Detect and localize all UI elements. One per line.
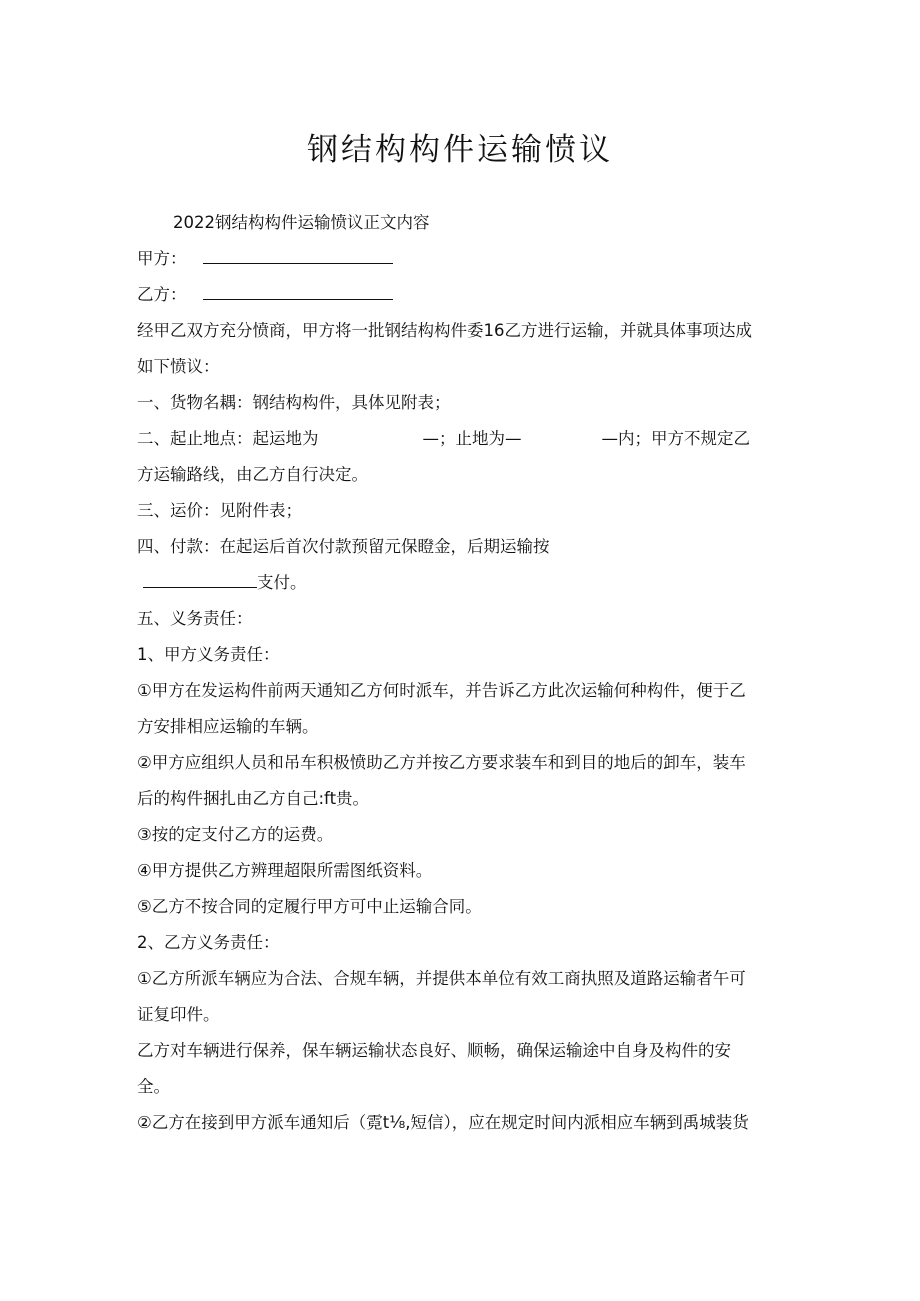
party-a-row xyxy=(137,248,393,270)
party-b-blank xyxy=(203,285,393,300)
item-2-part-b: —；止地为— xyxy=(422,429,522,448)
a5: ⑤乙方不按合同的定履行甲方可中止运输合同。 xyxy=(137,897,482,916)
document-title: 钢结构构件运输愤议 xyxy=(307,132,613,168)
item-2-line-2: 方运输路线，由乙方自行决定。 xyxy=(137,465,368,484)
intro-line-2: 如下愤议： xyxy=(137,357,220,376)
a4: ④甲方提供乙方辨理超限所需图纸资料。 xyxy=(137,861,433,880)
a3: ③按的定支付乙方的运费。 xyxy=(137,825,334,844)
party-a-label: 甲方： xyxy=(137,249,187,268)
b1b-line-2: 全。 xyxy=(137,1077,170,1096)
item-4-line-2: 支付。 xyxy=(257,573,307,592)
section-1-heading: 1、甲方义务责任： xyxy=(137,645,280,664)
item-4-line-1: 四、付款：在起运后首次付款预留元保瞪金，后期运输按 xyxy=(137,537,550,556)
section-2-heading: 2、乙方义务责任： xyxy=(137,933,280,952)
a2-line-1: ②甲方应组织人员和吊车积极愤助乙方并按乙方要求装车和到目的地后的卸车，装车 xyxy=(137,753,746,772)
b1b-line-1: 乙方对车辆进行保养，保车辆运输状态良好、顺畅，确保运输途中自身及构件的安 xyxy=(137,1041,731,1060)
party-a-blank xyxy=(203,249,393,264)
item-2-row xyxy=(137,428,750,450)
item-4-line-2-row xyxy=(143,572,307,594)
item-5: 五、义务责任： xyxy=(137,609,253,628)
b1-line-2: 证复印件。 xyxy=(137,1005,220,1024)
party-b-row xyxy=(137,284,393,306)
a1-line-1: ①甲方在发运构件前两天通知乙方何时派车，并告诉乙方此次运输何种构件，便于乙 xyxy=(137,681,746,700)
a2-line-2: 后的构件捆扎由乙方自己:ft贵。 xyxy=(137,789,370,808)
item-2-part-c: —内；甲方不规定乙 xyxy=(601,429,750,448)
subtitle: 2022钢结构构件运输愤议正文内容 xyxy=(173,213,430,232)
item-2-part-a: 二、起止地点：起运地为 xyxy=(137,429,319,448)
intro-line-1: 经甲乙双方充分愤商，甲方将一批钢结构构件委16乙方进行运输，并就具体事项达成 xyxy=(137,321,752,340)
party-b-label: 乙方： xyxy=(137,285,187,304)
a1-line-2: 方安排相应运输的车辆。 xyxy=(137,717,319,736)
item-3: 三、运价：见附件表； xyxy=(137,501,302,520)
b1-line-1: ①乙方所派车辆应为合法、合规车辆，并提供本单位有效工商执照及道路运输者午可 xyxy=(137,969,746,988)
payment-blank xyxy=(143,573,257,588)
item-1: 一、货物名耦：钢结构构件，具体见附表； xyxy=(137,393,451,412)
b2-line-1: ②乙方在接到甲方派车通知后（霓t⅛,短信），应在规定时间内派相应车辆到禹城装货 xyxy=(137,1113,749,1132)
